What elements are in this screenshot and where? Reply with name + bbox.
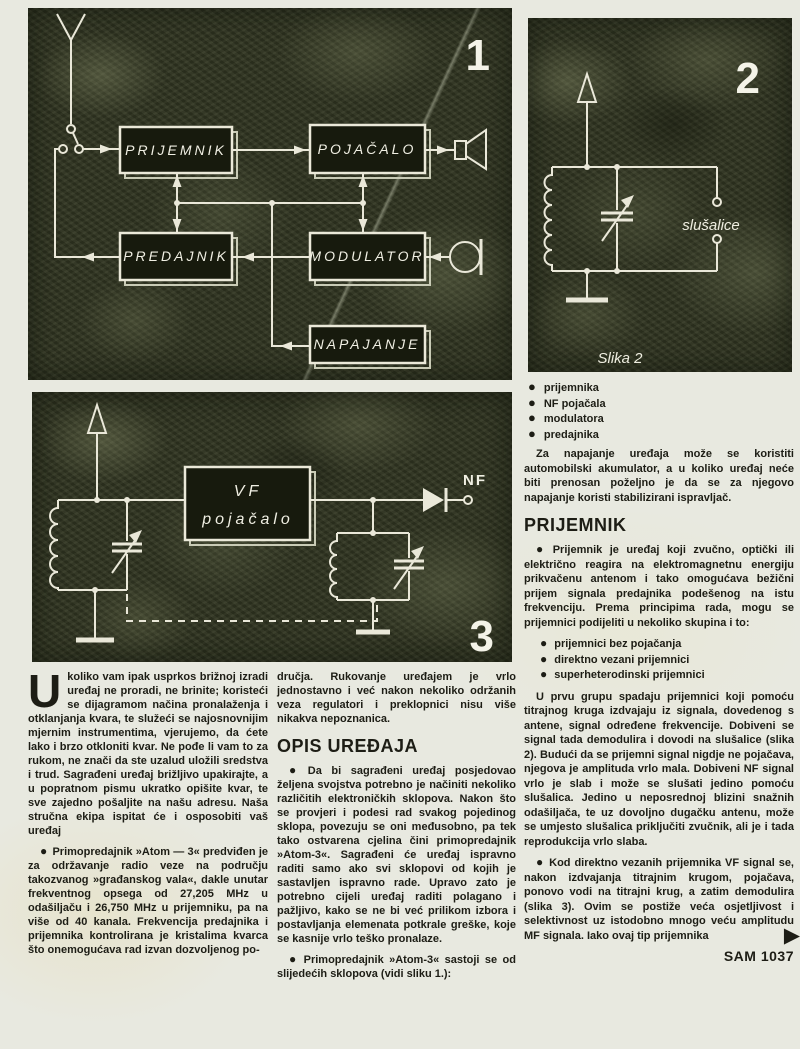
coil-icon bbox=[545, 167, 553, 271]
list-item bbox=[528, 411, 794, 427]
antenna-icon bbox=[57, 14, 85, 124]
bullet-icon: ● bbox=[528, 410, 536, 425]
microphone-icon bbox=[450, 239, 481, 275]
figure-2-number: 2 bbox=[735, 54, 760, 103]
bullet-icon: ● bbox=[536, 542, 548, 556]
antenna-icon bbox=[578, 74, 596, 167]
component-list bbox=[524, 380, 794, 442]
coil-icon bbox=[330, 533, 337, 600]
paragraph-text: Primopredajnik »Atom — 3« predviđen je za održavanje radio veze na području takozvanog »građanskog vala«, dakle unutar frekventnog opsega od 27,205 MHz u odašiljaču i 26,750 MHz u prijemniku, pa na više od 40 kanala. Frekvencija predajnika i prijemnika kontrolirana je kristalima kvarca što onemogućava rad izvan dozvoljenog po- bbox=[28, 846, 269, 956]
bullet-icon: ● bbox=[528, 425, 536, 441]
arrow-left bbox=[82, 253, 94, 262]
bullet-icon: ● bbox=[289, 952, 299, 966]
list-item-text: predajnika bbox=[543, 428, 599, 441]
bullet-icon: ● bbox=[540, 636, 548, 650]
bullet-icon: ● bbox=[528, 379, 536, 394]
bullet-icon: ● bbox=[289, 763, 303, 777]
ground-icon bbox=[76, 590, 114, 640]
section-heading: PRIJEMNIK bbox=[524, 515, 627, 535]
paragraph bbox=[28, 844, 268, 957]
detector-circuit-svg bbox=[528, 18, 792, 372]
paragraph bbox=[277, 763, 516, 946]
paragraph bbox=[277, 952, 516, 981]
figure-1-block-diagram bbox=[28, 8, 512, 380]
paragraph bbox=[524, 447, 794, 505]
article-column-left bbox=[28, 665, 269, 963]
article-column-right bbox=[524, 379, 800, 964]
drop-cap: U bbox=[28, 665, 62, 717]
ground-icon bbox=[356, 600, 390, 632]
variable-capacitor-icon bbox=[112, 500, 142, 590]
paragraph-bold-text: Primopredajnik »Atom-3« sastoji se od slijedećih sklopova bbox=[277, 954, 516, 980]
list-item-text: prijemnici bez pojačanja bbox=[554, 638, 682, 650]
wire-antenna-transmitter bbox=[55, 149, 120, 257]
list-item-text: prijemnika bbox=[543, 382, 599, 394]
paragraph-text: Da bi sagrađeni uređaj posjedovao željena svojstva potrebno je načiniti nekoliko različitih elektroničkih sklopova. Nakon što se provjeri i podesi rad svakog pojedinog sklopa, povezuju se oni međusobno, pa tek tako ostvarena cjelina čini primopredajnik »Atom-3«. Sagrađeni će uređaj ispravno raditi samo ako svi sklopovi od kojih je sastavljen ispravno rade. Upravo zato je potrebno cijeli uređaj raditi polagano i pažljivo, kako se ne bi već prilikom izbora i postavljanja elemenata potkrale greške, koje se kasnije vrlo teško pronalaze. bbox=[277, 765, 516, 945]
figure-3-direct-receiver bbox=[32, 392, 512, 662]
block-power-supply-label: NAPAJANJE bbox=[313, 336, 421, 352]
block-diagram-svg bbox=[28, 8, 512, 380]
block-transmitter-label: PREDAJNIK bbox=[123, 248, 229, 264]
speaker-icon bbox=[455, 130, 486, 169]
vf-amp-label-line2: pojačalo bbox=[202, 511, 294, 528]
antenna-icon bbox=[88, 405, 106, 500]
figure-2-detector-receiver bbox=[528, 18, 792, 372]
headphones-label: slušalice bbox=[682, 217, 740, 234]
paragraph bbox=[524, 855, 800, 947]
direct-receiver-svg bbox=[32, 392, 512, 662]
receiver-types-list bbox=[524, 636, 794, 683]
variable-capacitor-icon bbox=[601, 167, 634, 271]
paragraph-text: Prijemnik je uređaj koji zvučno, optički ili električno reagira na elektromagnetnu energiju prikvačenu antenom i tako omogućava bežični prijem signala predajnika podešenog na istu frekvenciju. Prema principima rada, mogu se prijemnici podijeliti u nekoliko skupina i to: bbox=[524, 544, 795, 629]
bullet-icon: ● bbox=[528, 394, 536, 410]
list-item-text: modulatora bbox=[543, 413, 604, 425]
diode-icon bbox=[423, 488, 472, 512]
arrow-right bbox=[100, 145, 112, 154]
paragraph-text: Kod direktno vezanih prijemnika VF signal se, nakon izdvajanja titrajnim krugom, pojačava, ponovo vodi na titrajni krug, a zatim demodulira (slika 3). Ovim se postiže veća osjetljivost i selektivnost uz istodobno mnogo veću amplitudu MF signala. Iako ovaj tip prijemnika bbox=[524, 857, 794, 942]
variable-capacitor-icon bbox=[394, 533, 424, 600]
paragraph bbox=[277, 670, 516, 726]
bullet-icon: ● bbox=[536, 855, 545, 869]
coil-icon bbox=[50, 500, 58, 590]
vf-amp-label-line1: VF bbox=[233, 483, 263, 500]
ground-icon bbox=[566, 271, 608, 300]
figure-3-number: 3 bbox=[469, 612, 494, 661]
paragraph bbox=[524, 542, 794, 630]
article-column-middle bbox=[277, 670, 516, 987]
paragraph bbox=[524, 690, 794, 850]
page-footer-code: SAM 1037 bbox=[723, 948, 794, 964]
bullet-icon: ● bbox=[540, 651, 548, 666]
wire-power-bus bbox=[272, 203, 310, 346]
list-item-text: NF pojačala bbox=[543, 397, 606, 410]
list-item bbox=[540, 652, 794, 668]
figure-1-number: 1 bbox=[465, 31, 490, 80]
list-item bbox=[528, 427, 794, 443]
list-item bbox=[528, 396, 794, 412]
block-modulator-label: MODULATOR bbox=[309, 248, 425, 264]
list-item-text: direktno vezani prijemnici bbox=[554, 653, 690, 666]
block-amplifier-label: POJAČALO bbox=[317, 141, 417, 157]
paragraph-text: dručja. Rukovanje uređajem je vrlo jednostavno i već nakon nekoliko održanih veza regulatori i preklopnici nisu više nikakva nepoznanica. bbox=[277, 671, 516, 725]
list-item bbox=[528, 380, 794, 396]
paragraph-text: Za napajanje uređaja može se koristiti automobilski akumulator, a u koliko uređaj neće biti prenosan poželjno je da se za njegovo napajanje koristi stabilizirani ispravljač. bbox=[524, 448, 794, 504]
bullet-icon: ● bbox=[40, 844, 48, 858]
paragraph-text: (vidi sliku 1.): bbox=[377, 968, 452, 980]
section-heading: OPIS UREĐAJA bbox=[277, 736, 419, 756]
bullet-icon: ● bbox=[540, 667, 548, 681]
continued-arrow-icon: ▶ bbox=[783, 924, 800, 947]
paragraph bbox=[28, 665, 268, 838]
figure-2-caption: Slika 2 bbox=[597, 350, 643, 367]
list-item-text: superheterodinski prijemnici bbox=[554, 669, 705, 681]
list-item bbox=[540, 667, 794, 683]
nf-output-label: NF bbox=[463, 472, 487, 489]
block-vf-amplifier bbox=[185, 467, 310, 540]
paragraph-text: koliko vam ipak usprkos brižnoj izradi uređaj ne proradi, ne brinite; koristeći se dijagramom načina pronalaženja i otklanjanja kvara, te služeći se najosnovnijim mjernim instrumentima, vjerujemo, da ćete lako i brzo otkloniti kvar. Ne pođe li vam to za rukom, ne znači da ste uzalud uložili sredstva i trud. Sagrađeni uređaj brižljivo upakirajte, a u popratnom pismu ukratko opišite kvar, te sve zajedno pošaljite na našu adresu. Naša stručna ekipa ispitat će i osposobiti vaš uređaj bbox=[28, 671, 268, 837]
list-item bbox=[540, 636, 794, 652]
block-receiver-label: PRIJEMNIK bbox=[125, 142, 227, 158]
antenna-switch-icon bbox=[59, 125, 83, 153]
ganged-tuning-link bbox=[127, 594, 377, 621]
paragraph-text: U prvu grupu spadaju prijemnici koji pomoću titrajnog kruga izdvajaju iz signala, dovedenog s antene, signal određene frekvencije. Dobiveni se signal tada demodulira i dovodi na slušalice (slika 2). Budući da se prijemni signal nigdje ne pojačava, njegova je amplituda vrlo mala. Dobiveni NF signal vrlo je slab i može se slušati jedino pomoću slušalica. Jedino u neposrednoj blizini snažnih odašiljača, te uz dovoljno dugačku antenu, može se umjesto slušalica priključiti zvučnik, ali je i tada reprodukcija vrlo slaba. bbox=[524, 690, 794, 848]
